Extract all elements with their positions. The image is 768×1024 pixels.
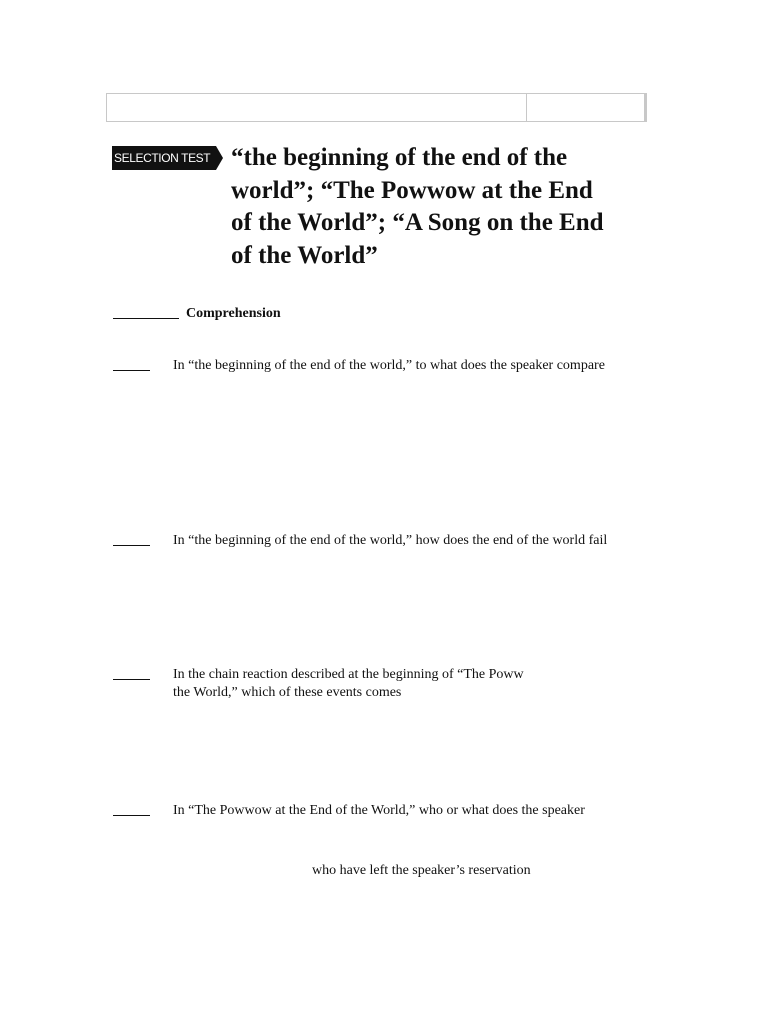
header-date-cell — [527, 94, 646, 121]
question-line: In “the beginning of the end of the world,” how does the end of the world fail — [173, 533, 608, 548]
header-name-cell — [107, 94, 527, 121]
title-line: of the World” — [231, 241, 378, 269]
header-box — [106, 93, 647, 122]
title-line: “the beginning of the end of the — [231, 144, 568, 171]
answer-blank — [113, 679, 150, 680]
answer-blank — [113, 815, 150, 816]
question-line: In “the beginning of the end of the world,” to what does the speaker compare — [173, 358, 605, 373]
test-title — [231, 142, 661, 272]
section-label: Comprehension — [186, 306, 281, 321]
question-line: In “The Powwow at the End of the World,” who or what does the speaker — [173, 803, 585, 818]
title-line: of the World”; “A Song on the End — [231, 209, 604, 236]
answer-blank — [113, 545, 150, 546]
answer-choice-fragment: who have left the speaker’s reservation — [312, 863, 531, 878]
question-text — [173, 532, 607, 550]
question-line: the World,” which of these events comes — [173, 685, 402, 700]
section-heading — [113, 306, 281, 322]
answer-blank — [113, 370, 150, 371]
selection-test-badge: SELECTION TEST — [112, 146, 216, 170]
question-text — [173, 666, 524, 702]
question-line: In the chain reaction described at the beginning of “The Poww — [173, 667, 524, 682]
title-line: world”; “The Powwow at the End — [231, 176, 593, 204]
question-text — [173, 802, 585, 820]
question-text — [173, 357, 605, 375]
section-score-blank — [113, 318, 179, 319]
